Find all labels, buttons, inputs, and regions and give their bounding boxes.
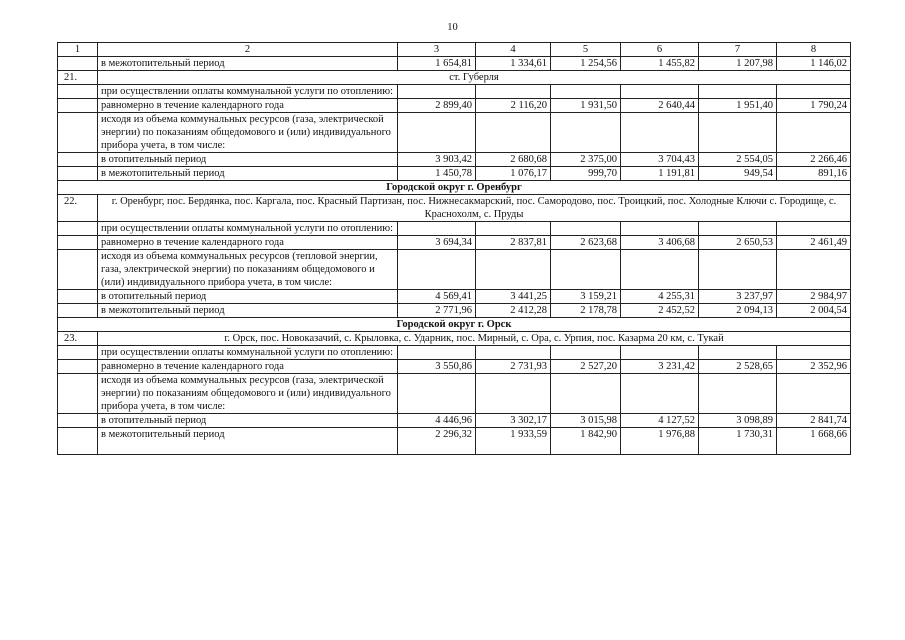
- table-row: [58, 360, 851, 374]
- locality: г. Орск, пос. Новоказачий, с. Крыловка, с. Ударник, пос. Мирный, с. Ора, с. Урпия, пос. Казарма 20 км, с. Тукай: [98, 332, 851, 346]
- tariff-value: 2 178,78: [551, 304, 621, 318]
- table-row: [58, 57, 851, 71]
- tariff-value: 4 569,41: [398, 290, 476, 304]
- table-row: [58, 374, 851, 414]
- tariff-value: 3 237,97: [699, 290, 777, 304]
- district-row: [58, 318, 851, 332]
- tariff-value: 2 116,20: [476, 99, 551, 113]
- section-header-row: [58, 332, 851, 346]
- tariff-value: 2 731,93: [476, 360, 551, 374]
- locality: ст. Губерля: [98, 71, 851, 85]
- row-label: в отопительный период: [98, 153, 398, 167]
- tariff-value: 1 191,81: [621, 167, 699, 181]
- tariff-value: 3 441,25: [476, 290, 551, 304]
- tariff-value: 2 623,68: [551, 236, 621, 250]
- tariff-value: 1 450,78: [398, 167, 476, 181]
- row-label: исходя из объема коммунальных ресурсов (газа, электрической энергии) по показаниям общедомового и (или) индивидуального прибора учета, в том числе:: [98, 374, 398, 414]
- tariff-value: 2 899,40: [398, 99, 476, 113]
- row-label: при осуществлении оплаты коммунальной услуги по отоплению:: [98, 85, 398, 99]
- tariff-value: 3 159,21: [551, 290, 621, 304]
- tariff-value: 1 933,59: [476, 428, 551, 455]
- tariff-value: 2 266,46: [777, 153, 851, 167]
- tariff-value: 2 841,74: [777, 414, 851, 428]
- tariff-value: 3 231,42: [621, 360, 699, 374]
- table-row: [58, 113, 851, 153]
- row-label: при осуществлении оплаты коммунальной услуги по отоплению:: [98, 346, 398, 360]
- table-row: [58, 346, 851, 360]
- tariff-value: 3 406,68: [621, 236, 699, 250]
- tariff-value: 891,16: [777, 167, 851, 181]
- tariff-value: 3 704,43: [621, 153, 699, 167]
- column-number: 6: [621, 43, 699, 57]
- tariff-value: 2 004,54: [777, 304, 851, 318]
- tariff-value: 3 550,86: [398, 360, 476, 374]
- table-row: [58, 428, 851, 455]
- tariff-value: 2 554,05: [699, 153, 777, 167]
- tariff-value: 1 455,82: [621, 57, 699, 71]
- row-number: 23.: [58, 332, 98, 346]
- tariff-value: 2 296,32: [398, 428, 476, 455]
- tariff-value: 1 668,66: [777, 428, 851, 455]
- tariff-value: 1 254,56: [551, 57, 621, 71]
- column-number: 2: [98, 43, 398, 57]
- column-number: 7: [699, 43, 777, 57]
- tariff-table: [57, 42, 851, 455]
- table-row: [58, 290, 851, 304]
- tariff-value: 2 771,96: [398, 304, 476, 318]
- section-header-row: [58, 71, 851, 85]
- tariff-value: 2 837,81: [476, 236, 551, 250]
- column-number: 8: [777, 43, 851, 57]
- section-header-row: [58, 195, 851, 222]
- table-row: [58, 304, 851, 318]
- table-row: [58, 236, 851, 250]
- table-row: [58, 153, 851, 167]
- tariff-value: 3 903,42: [398, 153, 476, 167]
- tariff-value: 2 352,96: [777, 360, 851, 374]
- tariff-value: 2 461,49: [777, 236, 851, 250]
- tariff-value: 1 334,61: [476, 57, 551, 71]
- tariff-value: 2 375,00: [551, 153, 621, 167]
- tariff-value: 1 207,98: [699, 57, 777, 71]
- row-number: 21.: [58, 71, 98, 85]
- row-label: равномерно в течение календарного года: [98, 236, 398, 250]
- table-row: [58, 85, 851, 99]
- row-number: 22.: [58, 195, 98, 222]
- row-label: в отопительный период: [98, 414, 398, 428]
- tariff-value: 2 640,44: [621, 99, 699, 113]
- tariff-value: 2 680,68: [476, 153, 551, 167]
- tariff-value: 4 127,52: [621, 414, 699, 428]
- row-label: равномерно в течение календарного года: [98, 360, 398, 374]
- row-label: в межотопительный период: [98, 167, 398, 181]
- row-label: в отопительный период: [98, 290, 398, 304]
- locality: г. Оренбург, пос. Бердянка, пос. Каргала, пос. Красный Партизан, пос. Нижнесакмарский, пос. Самородово, пос. Троицкий, пос. Холодные Ключи с. Городище, с. Краснохолм, с. Пруды: [98, 195, 851, 222]
- row-label: в межотопительный период: [98, 304, 398, 318]
- tariff-value: 4 255,31: [621, 290, 699, 304]
- tariff-value: 2 528,65: [699, 360, 777, 374]
- table-row: [58, 414, 851, 428]
- tariff-value: 1 931,50: [551, 99, 621, 113]
- table-row: [58, 250, 851, 290]
- row-label: в межотопительный период: [98, 428, 398, 455]
- tariff-value: 3 098,89: [699, 414, 777, 428]
- tariff-value: 1 730,31: [699, 428, 777, 455]
- tariff-value: 2 984,97: [777, 290, 851, 304]
- tariff-value: 1 976,88: [621, 428, 699, 455]
- column-number-row: [58, 43, 851, 57]
- tariff-value: 2 452,52: [621, 304, 699, 318]
- tariff-value: 2 094,13: [699, 304, 777, 318]
- district-title: Городской округ г. Оренбург: [58, 181, 851, 195]
- tariff-value: 1 790,24: [777, 99, 851, 113]
- table-row: [58, 99, 851, 113]
- column-number: 1: [58, 43, 98, 57]
- column-number: 3: [398, 43, 476, 57]
- tariff-value: 3 694,34: [398, 236, 476, 250]
- tariff-value: 999,70: [551, 167, 621, 181]
- district-title: Городской округ г. Орск: [58, 318, 851, 332]
- table-row: [58, 222, 851, 236]
- row-label: при осуществлении оплаты коммунальной услуги по отоплению:: [98, 222, 398, 236]
- tariff-value: 4 446,96: [398, 414, 476, 428]
- tariff-value: 2 412,28: [476, 304, 551, 318]
- tariff-value: 949,54: [699, 167, 777, 181]
- district-row: [58, 181, 851, 195]
- column-number: 4: [476, 43, 551, 57]
- row-label: исходя из объема коммунальных ресурсов (тепловой энергии, газа, электрической энергии) по показаниям общедомового и (или) индивидуального прибора учета, в том числе:: [98, 250, 398, 290]
- row-label: исходя из объема коммунальных ресурсов (газа, электрической энергии) по показаниям общедомового и (или) индивидуального прибора учета, в том числе:: [98, 113, 398, 153]
- row-label: равномерно в течение календарного года: [98, 99, 398, 113]
- tariff-value: 2 527,20: [551, 360, 621, 374]
- tariff-value: 1 951,40: [699, 99, 777, 113]
- tariff-value: 1 842,90: [551, 428, 621, 455]
- table-row: [58, 167, 851, 181]
- tariff-value: 1 654,81: [398, 57, 476, 71]
- row-label: в межотопительный период: [98, 57, 398, 71]
- tariff-value: 1 076,17: [476, 167, 551, 181]
- tariff-value: 3 302,17: [476, 414, 551, 428]
- page-number: 10: [447, 22, 458, 33]
- tariff-value: 1 146,02: [777, 57, 851, 71]
- tariff-value: 2 650,53: [699, 236, 777, 250]
- tariff-value: 3 015,98: [551, 414, 621, 428]
- column-number: 5: [551, 43, 621, 57]
